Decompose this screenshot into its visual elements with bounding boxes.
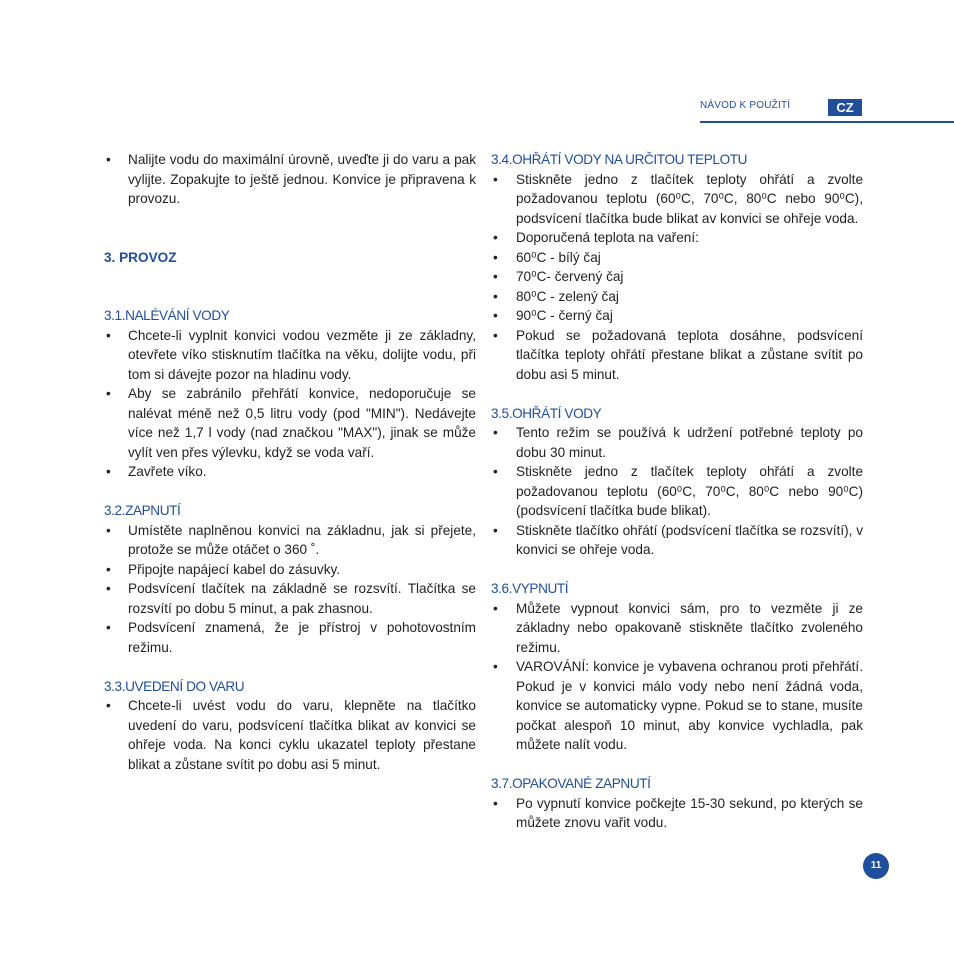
list-item: • Zavřete víko. [104, 462, 476, 482]
subsection-title-3-7: 3.7.OPAKOVANÉ ZAPNUTÍ [491, 776, 651, 791]
list-item: • 60⁰C - bílý čaj [491, 248, 863, 268]
list-item: • Umístěte naplněnou konvici na základnu, jak si přejete, protože se může otáčet o 360 ˚. [104, 521, 476, 560]
header-rule [700, 121, 954, 123]
list-item: • Podsvícení tlačítek na základně se rozsvítí. Tlačítka se rozsvítí po dobu 5 minut, a pak zhasnou. [104, 579, 476, 618]
list-item: • Chcete-li vyplnit konvici vodou vezměte ji ze základny, otevřete víko stisknutím tlačítka na věku, dolijte vodu, při tom si dávejte pozor na hladinu vody. [104, 326, 476, 385]
subsection-title-3-2: 3.2.ZAPNUTÍ [104, 503, 181, 518]
list-3-3 [104, 696, 476, 774]
list-item: • Aby se zabránilo přehřátí konvice, nedoporučuje se nalévat méně než 0,5 litru vody (pod "MIN"). Nedávejte více než 1,7 l vody (nad značkou "MAX"), jinak se může vylít ven přes výlevku, když se voda vaří. [104, 384, 476, 462]
subsection-title-3-1: 3.1.NALÉVÁNÍ VODY [104, 308, 230, 323]
list-3-4 [491, 170, 863, 385]
list-item: • Můžete vypnout konvici sám, pro to vezměte ji ze základny nebo opakovaně stiskněte tlačítko zvoleného režimu. [491, 599, 863, 658]
header-label: NÁVOD K POUŽITÍ [700, 100, 791, 111]
list-item: • Doporučená teplota na vaření: [491, 228, 863, 248]
list-item: • 80⁰C - zelený čaj [491, 287, 863, 307]
list-item: • Chcete-li uvést vodu do varu, klepněte na tlačítko uvedení do varu, podsvícení tlačítka blikat av konvici se ohřeje voda. Na konci cyklu ukazatel teploty přestane blikat a zůstane svítit po dobu asi 5 minut. [104, 696, 476, 774]
list-item: • 90⁰C - černý čaj [491, 306, 863, 326]
subsection-title-3-5: 3.5.OHŘÁTÍ VODY [491, 405, 602, 421]
page-number: 11 [863, 853, 889, 879]
list-item: • Připojte napájecí kabel do zásuvky. [104, 560, 476, 580]
list-item: • Podsvícení znamená, že je přístroj v pohotovostním režimu. [104, 618, 476, 657]
list-item: • Stiskněte jedno z tlačítek teploty ohřátí a zvolte požadovanou teplotu (60⁰C, 70⁰C, 80⁰C nebo 90⁰C), podsvícení tlačítka bude blikat av konvici se ohřeje voda. [491, 170, 863, 229]
list-item: • Nalijte vodu do maximální úrovně, uveďte ji do varu a pak vylijte. Zopakujte to ještě jednou. Konvice je připravena k provozu. [104, 150, 476, 209]
list-3-7 [491, 794, 863, 833]
left-column [104, 150, 476, 774]
subsection-title-3-3: 3.3.UVEDENÍ DO VARU [104, 678, 245, 694]
list-item: • VAROVÁNÍ: konvice je vybavena ochranou proti přehřátí. Pokud je v konvici málo vody nebo není žádná voda, konvice se automaticky vypne. Pokud se to stane, musíte počkat alespoň 10 minut, aby konvice vychladla, pak můžete nalít vodu. [491, 657, 863, 755]
list-item: • Tento režim se používá k udržení potřebné teploty po dobu 30 minut. [491, 423, 863, 462]
list-item: • Stiskněte tlačítko ohřátí (podsvícení tlačítka se rozsvítí), v konvici se ohřeje voda. [491, 521, 863, 560]
subsection-title-3-4: 3.4.OHŘÁTÍ VODY NA URČITOU TEPLOTU [491, 152, 748, 167]
language-badge: CZ [828, 99, 862, 116]
list-item: • 70⁰C- červený čaj [491, 267, 863, 287]
list-item: • Po vypnutí konvice počkejte 15-30 sekund, po kterých se můžete znovu vařit vodu. [491, 794, 863, 833]
section-title-provoz: 3. PROVOZ [104, 249, 177, 265]
list-3-5 [491, 423, 863, 560]
list-3-1 [104, 326, 476, 482]
list-3-2 [104, 521, 476, 658]
list-item: • Pokud se požadovaná teplota dosáhne, podsvícení tlačítka teploty ohřátí přestane blikat a zůstane svítit po dobu asi 5 minut. [491, 326, 863, 385]
subsection-title-3-6: 3.6.VYPNUTÍ [491, 581, 569, 596]
list-item: • Stiskněte jedno z tlačítek teploty ohřátí a zvolte požadovanou teplotu (60⁰C, 70⁰C, 80⁰C nebo 90⁰C) (podsvícení tlačítka bude blikat). [491, 462, 863, 521]
right-column [491, 150, 863, 833]
intro-list [104, 150, 476, 209]
list-3-6 [491, 599, 863, 755]
